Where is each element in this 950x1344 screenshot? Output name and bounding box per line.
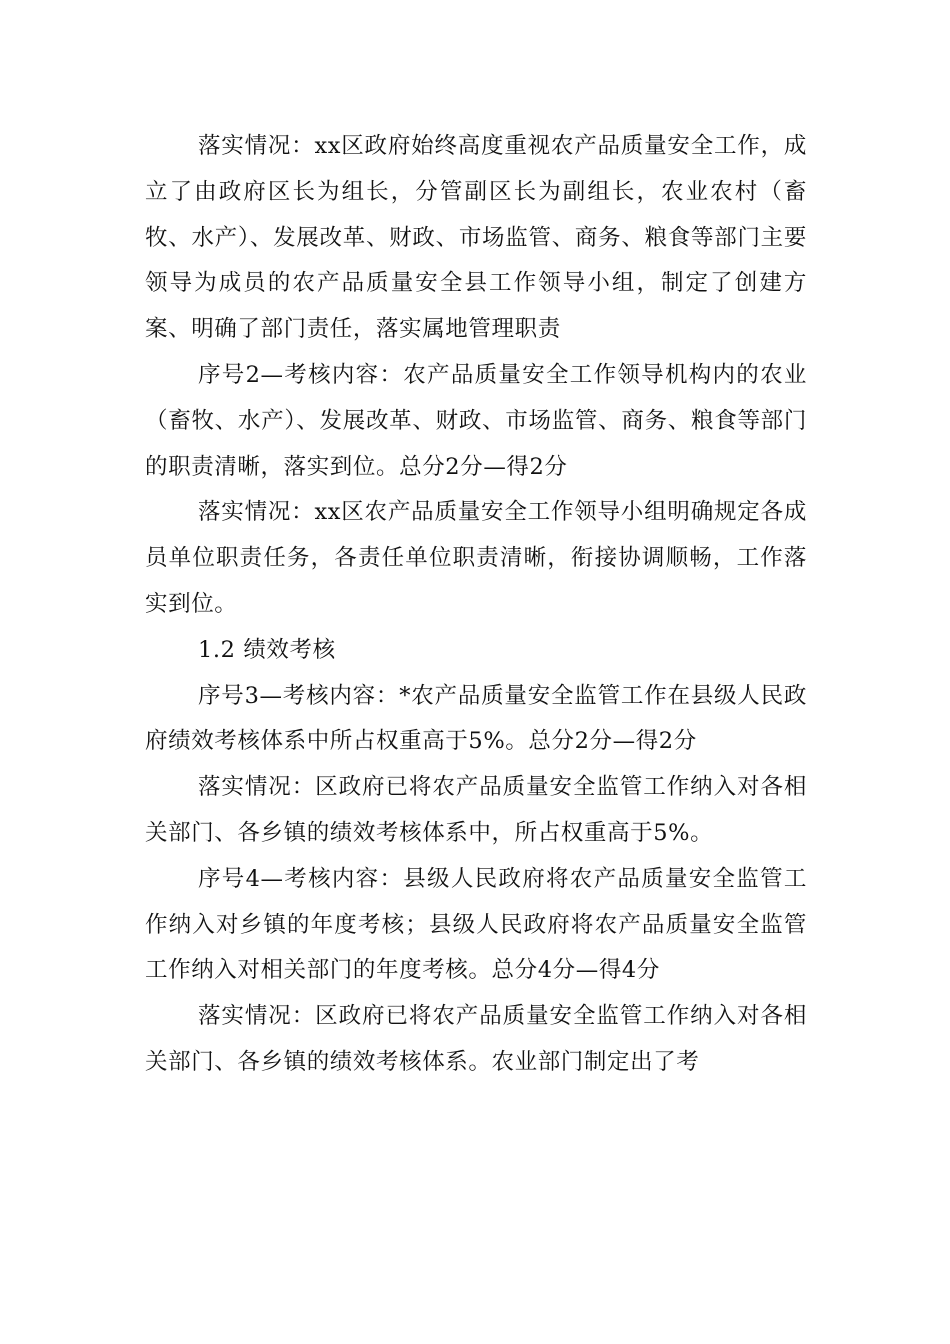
- document-body: [145, 124, 807, 1086]
- section-heading-performance-assessment: 1.2 绩效考核: [198, 636, 336, 663]
- paragraph-implementation-4: 落实情况：区政府已将农产品质量安全监管工作纳入对各相关部门、各乡镇的绩效考核体系。农业部门制定出了考: [145, 1003, 807, 1075]
- paragraph-item-4: 序号4—考核内容：县级人民政府将农产品质量安全监管工作纳入对乡镇的年度考核；县级人民政府将农产品质量安全监管工作纳入对相关部门的年度考核。总分4分—得4分: [145, 865, 807, 984]
- paragraph-implementation-1: 落实情况：xx区政府始终高度重视农产品质量安全工作，成立了由政府区长为组长，分管副区长为副组长，农业农村（畜牧、水产）、发展改革、财政、市场监管、商务、粮食等部门主要领导为成员的农产品质量安全县工作领导小组，制定了创建方案、明确了部门责任，落实属地管理职责: [145, 133, 807, 343]
- paragraph-implementation-3: 落实情况：区政府已将农产品质量安全监管工作纳入对各相关部门、各乡镇的绩效考核体系中，所占权重高于5%。: [145, 774, 807, 846]
- paragraph-item-3: 序号3—考核内容：*农产品质量安全监管工作在县级人民政府绩效考核体系中所占权重高于5%。总分2分—得2分: [145, 682, 807, 755]
- paragraph-item-2: 序号2—考核内容：农产品质量安全工作领导机构内的农业（畜牧、水产）、发展改革、财政、市场监管、商务、粮食等部门的职责清晰，落实到位。总分2分—得2分: [145, 361, 807, 480]
- paragraph-implementation-2: 落实情况：xx区农产品质量安全工作领导小组明确规定各成员单位职责任务，各责任单位职责清晰，衔接协调顺畅，工作落实到位。: [145, 499, 807, 617]
